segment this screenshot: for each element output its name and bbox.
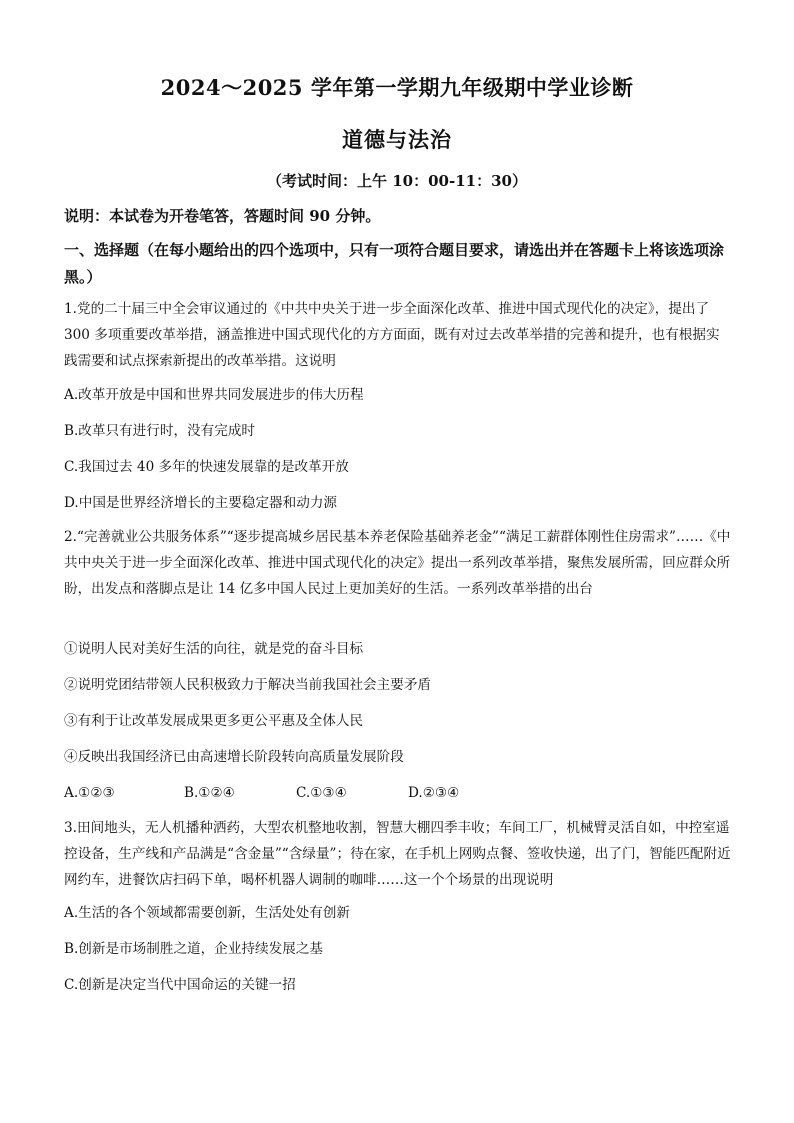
question-3-option-b: B.创新是市场制胜之道，企业持续发展之基 <box>64 941 323 957</box>
question-2-choice-b: B.①②④ <box>184 785 235 801</box>
question-2-stem: 2.“完善就业公共服务体系”“逐步提高城乡居民基本养老保险基础养老金”“满足工薪群体刚性住房需求”……《中共中央关于进一步全面深化改革、推进中国式现代化的决定》提出一系列改革举措，聚焦发展所需，回应群众所盼，出发点和落脚点是让 14 亿多中国人民过上更加美好的生活。一系列改革举措的出台 <box>64 529 731 597</box>
question-3-stem: 3.田间地头，无人机播种洒药，大型农机整地收割，智慧大棚四季丰收；车间工厂，机械臂灵活自如，中控室遥控设备，生产线和产品满是“含金量”“含绿量”；待在家，在手机上网购点餐、签收快递，出了门，智能匹配附近网约车，进餐饮店扫码下单，喝杯机器人调制的咖啡……这一个个场景的出现说明 <box>64 820 731 888</box>
question-2-statement-1: ①说明人民对美好生活的向往，就是党的奋斗目标 <box>64 641 364 657</box>
question-1-option-d: D.中国是世界经济增长的主要稳定器和动力源 <box>64 495 338 511</box>
question-3-option-a: A.生活的各个领域都需要创新，生活处处有创新 <box>64 905 351 921</box>
question-2-choice-a: A.①②③ <box>64 785 115 801</box>
question-1-stem: 1.党的二十届三中全会审议通过的《中共中央关于进一步全面深化改革、推进中国式现代化的决定》，提出了 300 多项重要改革举措，涵盖推进中国式现代化的方方面面，既有对过去改革举措的完善和提升，也有根据实践需要和试点探索新提出的改革举措。这说明 <box>64 301 720 369</box>
exam-title: 2024～2025 学年第一学期九年级期中学业诊断 <box>160 75 634 100</box>
question-2-statement-3: ③有利于让改革发展成果更多更公平惠及全体人民 <box>64 713 364 729</box>
question-2-choice-c: C.①③④ <box>296 785 347 801</box>
question-1-option-c: C.我国过去 40 多年的快速发展靠的是改革开放 <box>64 459 349 475</box>
question-2-statement-4: ④反映出我国经济已由高速增长阶段转向高质量发展阶段 <box>64 749 404 765</box>
question-2-statement-2: ②说明党团结带领人民积极致力于解决当前我国社会主要矛盾 <box>64 677 432 693</box>
section-heading: 一、选择题（在每小题给出的四个选项中，只有一项符合题目要求，请选出并在答题卡上将该选项涂黑。） <box>64 241 725 286</box>
question-3-option-c: C.创新是决定当代中国命运的关键一招 <box>64 977 296 993</box>
exam-time: （考试时间：上午 10：00-11：30） <box>267 172 527 190</box>
question-2-choice-d: D.②③④ <box>408 785 460 801</box>
question-1-option-a: A.改革开放是中国和世界共同发展进步的伟大历程 <box>64 387 364 403</box>
question-1-option-b: B.改革只有进行时，没有完成时 <box>64 423 256 439</box>
subject-title: 道德与法治 <box>342 127 452 152</box>
exam-note: 说明：本试卷为开卷笔答，答题时间 90 分钟。 <box>64 207 381 225</box>
